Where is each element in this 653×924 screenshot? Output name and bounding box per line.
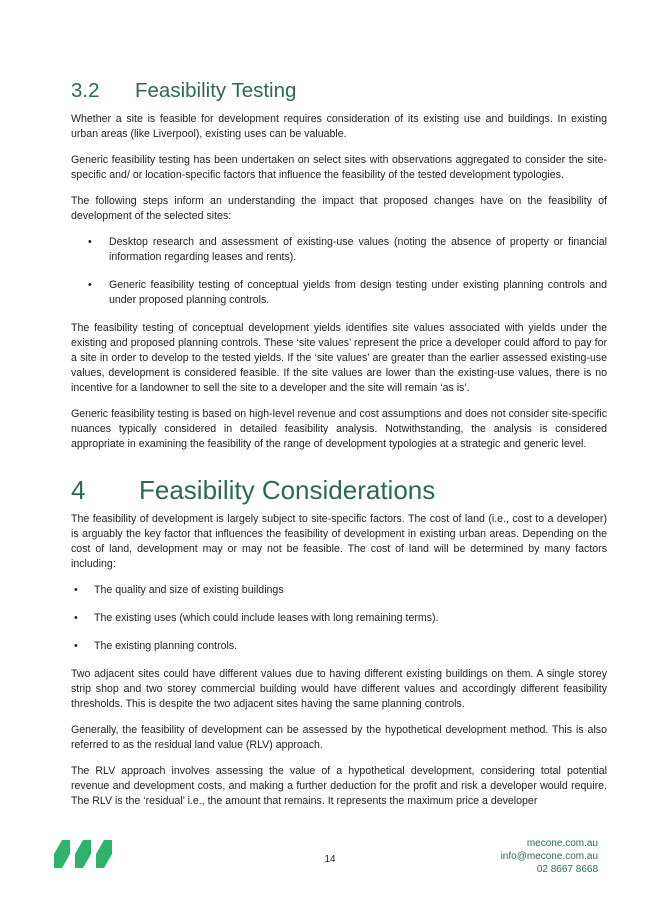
section-number: 4 [71,475,86,505]
paragraph: Generic feasibility testing is based on high-level revenue and cost assumptions and does not consider site-specific nuances typically considered in detailed feasibility analysis. Notwithstanding, the analysis is considered appropriate in examining the feasibility of the range of development typologies at a strategic and generic level. [71,408,607,450]
paragraph: Generic feasibility testing has been undertaken on select sites with observations aggregated to consider the site-specific and/ or location-specific factors that influence the feasibility of the tested development typologies. [71,154,607,181]
list-item: • Desktop research and assessment of existing-use values (noting the absence of property or financial information regarding leases and rents). [71,235,607,265]
section-heading-4 [71,474,607,506]
list-item: • The quality and size of existing buildings [71,583,607,598]
section-heading-3-2 [71,78,607,104]
paragraph: Generally, the feasibility of development can be assessed by the hypothetical development method. This is also referred to as the residual land value (RLV) approach. [71,724,607,751]
website-link[interactable]: mecone.com.au [526,838,598,849]
paragraph: The feasibility testing of conceptual development yields identifies site values associated with yields under the existing and proposed planning controls. These ‘site values’ represent the price a developer could afford to pay for a site in order to develop to the tested yields. If the ‘site values’ are greater than the earlier assessed existing-use values, development is considered feasible. If the site values are lower than the existing-use values, there is no incentive for a landowner to sell the site to a developer and the site will remain ‘as is’. [71,322,607,394]
page-number: 14 [324,854,336,865]
email-link[interactable]: info@mecone.com.au [500,851,598,862]
paragraph: The feasibility of development is largely subject to site-specific factors. The cost of land (i.e., cost to a developer) is arguably the key factor that influences the feasibility of development in existing urban areas. Depending on the cost of land, development may or may not be feasible. The cost of land will be determined by many factors including: [71,513,607,570]
page-content [71,78,607,820]
section-title: Feasibility Considerations [139,475,436,505]
list-item: • The existing uses (which could include leases with long remaining terms). [71,611,607,626]
factors-bullet-list [71,583,607,654]
footer-contact [501,837,598,876]
list-item: • The existing planning controls. [71,639,607,654]
paragraph: Whether a site is feasible for development requires consideration of its existing use and buildings. In existing urban areas (like Liverpool), existing uses can be valuable. [71,113,607,140]
steps-bullet-list [71,235,607,308]
paragraph: The following steps inform an understanding the impact that proposed changes have on the feasibility of development of the selected sites: [71,195,607,222]
section-title: Feasibility Testing [135,79,297,102]
mecone-logo-icon [54,840,114,868]
phone-number: 02 8667 8668 [536,864,598,875]
paragraph: Two adjacent sites could have different values due to having different existing buildings on them. A single storey strip shop and two storey commercial building would have different values and accordingly different feasibility thresholds. This is despite the two adjacent sites having the same planning controls. [71,668,607,710]
section-number: 3.2 [71,79,100,102]
paragraph: The RLV approach involves assessing the value of a hypothetical development, considering total potential revenue and development costs, and making a further deduction for the profit and risk a developer would require. The RLV is the ‘residual’ i.e., the amount that remains. It represents the maximum price a developer [71,765,607,807]
list-item: • Generic feasibility testing of conceptual yields from design testing under existing planning controls and under proposed planning controls. [71,278,607,308]
